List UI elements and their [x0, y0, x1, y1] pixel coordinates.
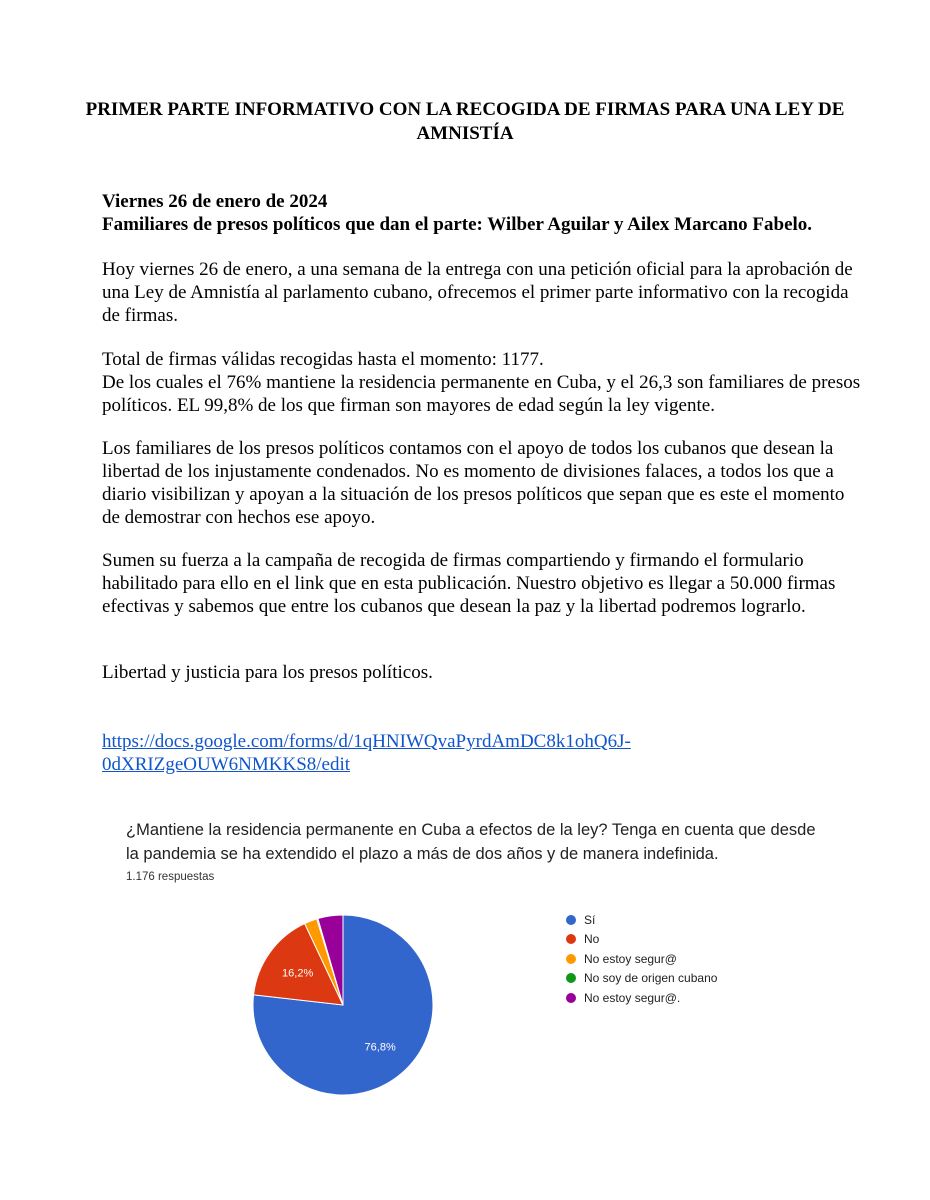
form-link[interactable] [102, 730, 862, 776]
form-summary [126, 818, 826, 883]
legend-dot-icon [566, 954, 576, 964]
stats-detail-line: De los cuales el 76% mantiene la residencia permanente en Cuba, y el 26,3 son familiares de presos políticos. EL 99,8% de los que firman son mayores de edad según la ley vigente. [102, 372, 861, 416]
header-block [102, 190, 862, 236]
response-count: 1.176 respuestas [126, 871, 215, 883]
paragraph-closing: Libertad y justicia para los presos políticos. [102, 662, 433, 683]
legend-label: Sí [584, 912, 596, 927]
pie-label-0: 76,8% [364, 1041, 396, 1054]
legend-item-4 [566, 988, 717, 1008]
paragraph-campaign: Sumen su fuerza a la campaña de recogida de firmas compartiendo y firmando el formulario habilitado para ello en el link que en esta publicación. Nuestro objetivo es llegar a 50.000 firmas efectivas y sabemos que entre los cubanos que desean la paz y la libertad podremos lograrlo. [102, 550, 836, 617]
form-link-line-1[interactable]: https://docs.google.com/forms/d/1qHNIWQvaPyrdAmDC8k1ohQ6J- [102, 731, 631, 752]
legend-dot-icon [566, 973, 576, 983]
document-title: PRIMER PARTE INFORMATIVO CON LA RECOGIDA DE FIRMAS PARA UNA LEY DE AMNISTÍA [85, 99, 845, 144]
question-title: ¿Mantiene la residencia permanente en Cuba a efectos de la ley? Tenga en cuenta que desde la pandemia se ha extendido el plazo a más de dos años y de manera indefinida. [126, 821, 816, 863]
date-line: Viernes 26 de enero de 2024 [102, 191, 328, 212]
legend-dot-icon [566, 934, 576, 944]
family-line: Familiares de presos políticos que dan el parte: Wilber Aguilar y Ailex Marcano Fabelo. [102, 214, 813, 235]
legend-item-3 [566, 969, 717, 989]
legend-label: No soy de origen cubano [584, 971, 718, 986]
stats-total-line: Total de firmas válidas recogidas hasta el momento: 1177. [102, 349, 544, 370]
legend-item-1 [566, 930, 717, 950]
legend-item-2 [566, 949, 717, 969]
legend-dot-icon [566, 993, 576, 1003]
paragraph-intro: Hoy viernes 26 de enero, a una semana de la entrega con una petición oficial para la aprobación de una Ley de Amnistía al parlamento cubano, ofrecemos el primer parte informativo con la recogida de firmas. [102, 259, 853, 326]
legend-item-0 [566, 910, 717, 930]
chart-legend [566, 910, 717, 1008]
pie-label-1: 16,2% [282, 967, 314, 980]
legend-dot-icon [566, 915, 576, 925]
legend-label: No [584, 932, 600, 947]
pie-chart [238, 900, 448, 1110]
paragraph-stats [102, 348, 862, 417]
legend-label: No estoy segur@ [584, 951, 677, 966]
legend-label: No estoy segur@. [584, 990, 681, 1005]
paragraph-support: Los familiares de los presos políticos contamos con el apoyo de todos los cubanos que desean la libertad de los injustamente condenados. No es momento de divisiones falaces, a todos los que a diario visibilizan y apoyan a la situación de los presos políticos que sepan que es este el momento de demostrar con hechos ese apoyo. [102, 438, 845, 528]
form-link-line-2[interactable]: 0dXRIZgeOUW6NMKKS8/edit [102, 754, 351, 775]
